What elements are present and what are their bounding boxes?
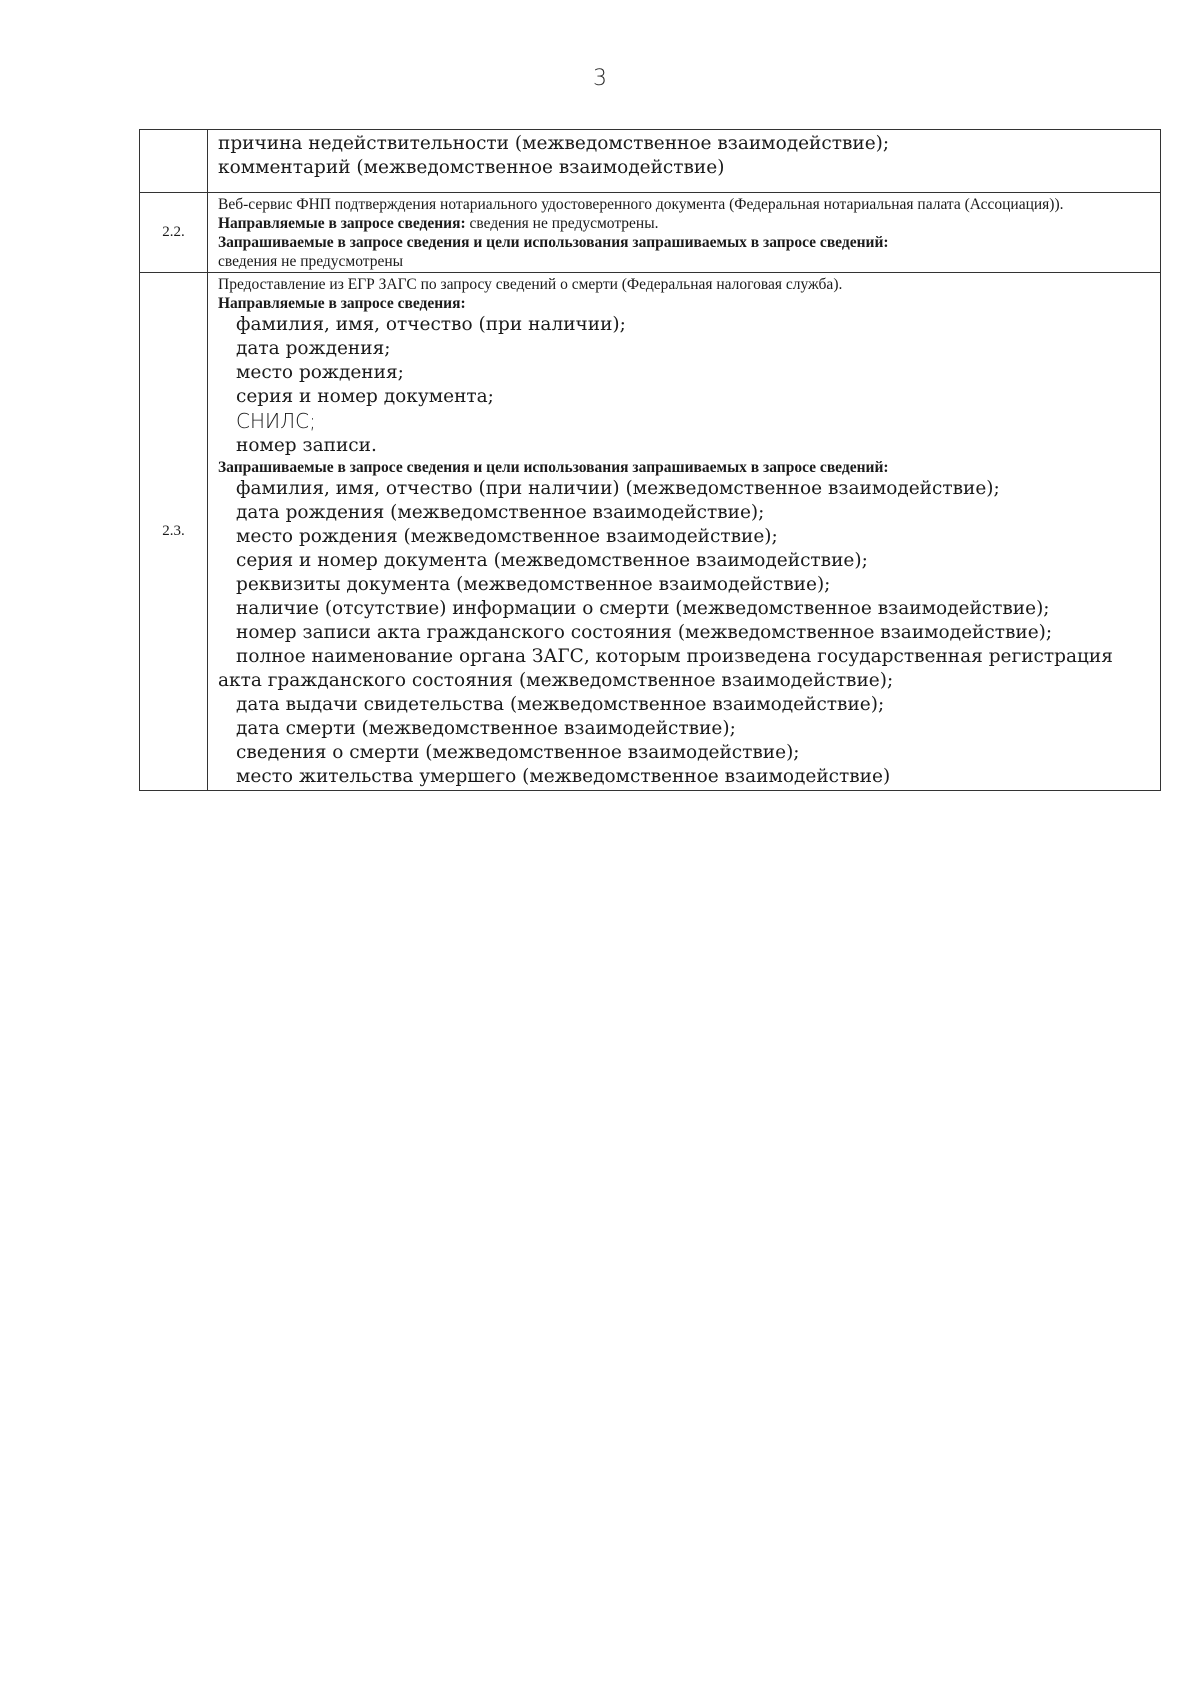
sent-label: Направляемые в запросе сведения:: [218, 295, 466, 312]
list-item: номер записи.: [236, 435, 377, 456]
requested-label: Запрашиваемые в запросе сведения и цели использования запрашиваемых в запросе сведений:: [218, 234, 889, 251]
list-item: дата рождения;: [236, 338, 391, 359]
table-row: [140, 273, 1161, 791]
list-item: комментарий (межведомственное взаимодействие): [218, 157, 725, 178]
list-item: серия и номер документа (межведомственное взаимодействие);: [236, 550, 868, 571]
row-title: Веб-сервис ФНП подтверждения нотариального удостоверенного документа (Федеральная нотариальная палата (Ассоциация)).: [218, 196, 1064, 213]
list-item: номер записи акта гражданского состояния (межведомственное взаимодействие);: [236, 622, 1053, 643]
sent-value: сведения не предусмотрены.: [465, 215, 659, 232]
table-row: [140, 193, 1161, 273]
list-item: место рождения (межведомственное взаимодействие);: [236, 526, 778, 547]
list-item: причина недействительности (межведомственное взаимодействие);: [218, 133, 890, 154]
list-item: СНИЛС;: [236, 409, 316, 433]
list-item: место жительства умершего (межведомственное взаимодействие): [236, 766, 891, 787]
list-item: акта гражданского состояния (межведомственное взаимодействие);: [218, 670, 894, 691]
row-title: Предоставление из ЕГР ЗАГС по запросу сведений о смерти (Федеральная налоговая служба).: [218, 276, 843, 293]
list-item: фамилия, имя, отчество (при наличии);: [236, 314, 626, 335]
list-item: наличие (отсутствие) информации о смерти (межведомственное взаимодействие);: [236, 598, 1050, 619]
list-item: полное наименование органа ЗАГС, которым произведена государственная регистрация: [236, 646, 1113, 667]
list-item: реквизиты документа (межведомственное взаимодействие);: [236, 574, 831, 595]
row-number: 2.3.: [140, 273, 208, 791]
list-item: дата смерти (межведомственное взаимодействие);: [236, 718, 736, 739]
requested-value: сведения не предусмотрены: [218, 253, 404, 270]
sent-label: Направляемые в запросе сведения:: [218, 215, 466, 232]
list-item: дата рождения (межведомственное взаимодействие);: [236, 502, 765, 523]
list-item: фамилия, имя, отчество (при наличии) (межведомственное взаимодействие);: [236, 478, 1000, 499]
list-item: место рождения;: [236, 362, 404, 383]
row-content: [208, 273, 1161, 791]
row-number: [140, 130, 208, 193]
row-number: 2.2.: [140, 193, 208, 273]
document-table: [139, 129, 1161, 791]
row-content: [208, 193, 1161, 273]
requested-label: Запрашиваемые в запросе сведения и цели использования запрашиваемых в запросе сведений:: [218, 459, 889, 476]
page-number: 3: [593, 66, 607, 91]
list-item: серия и номер документа;: [236, 386, 494, 407]
row-content: [208, 130, 1161, 193]
sent-info: [218, 214, 1152, 233]
list-item: сведения о смерти (межведомственное взаимодействие);: [236, 742, 800, 763]
list-item: дата выдачи свидетельства (межведомственное взаимодействие);: [236, 694, 885, 715]
table-row: [140, 130, 1161, 193]
